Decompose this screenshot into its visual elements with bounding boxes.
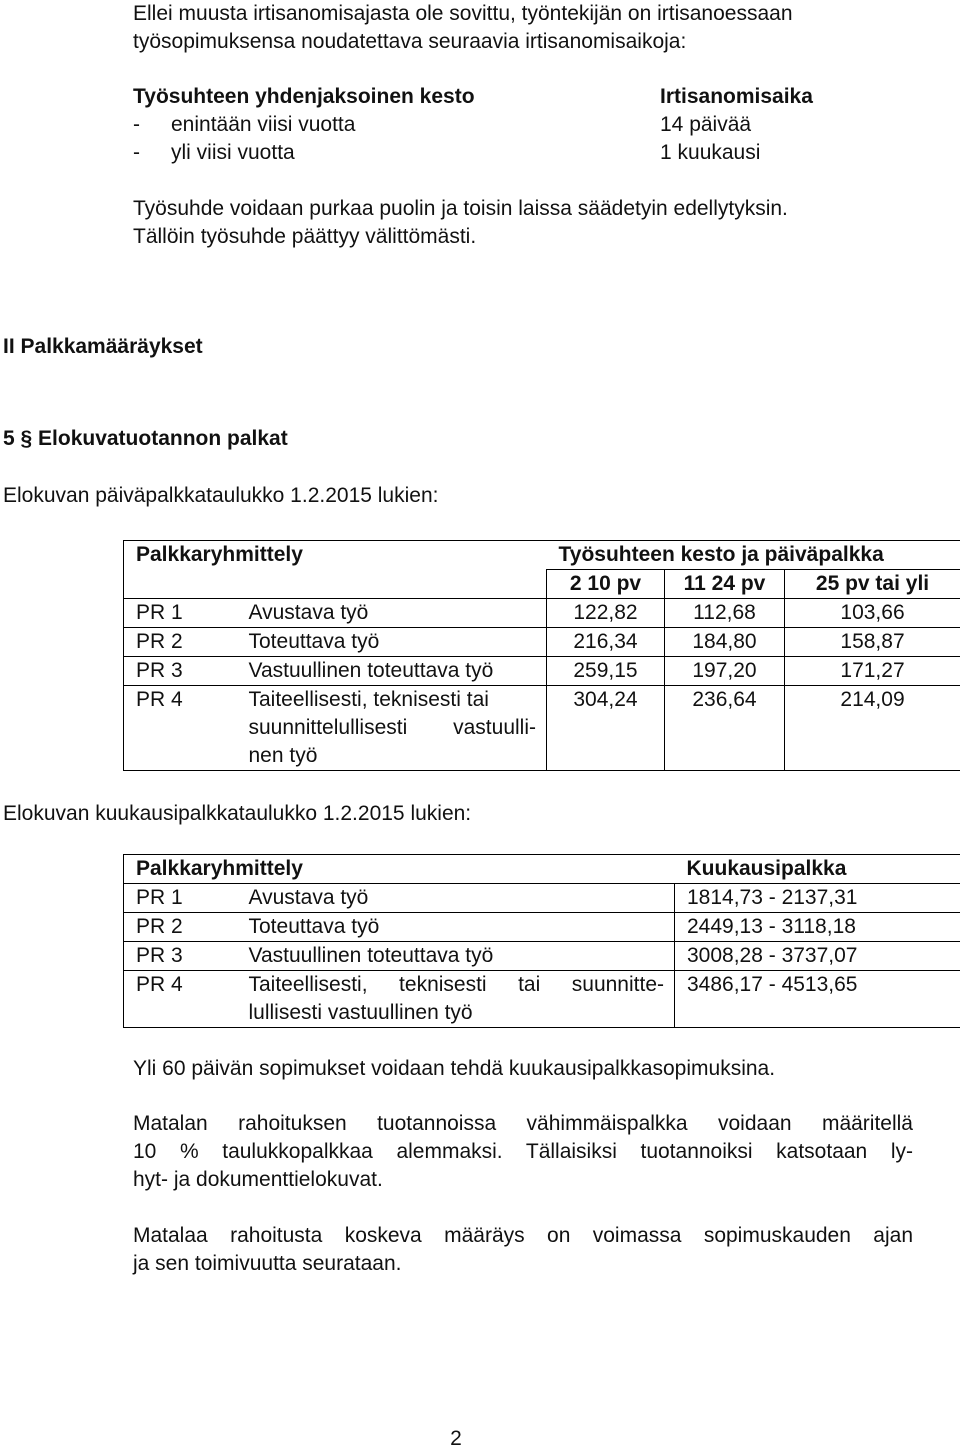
dash-marker: - [133,139,171,167]
header-empty-cell [124,570,547,599]
header-palkkaryhmittely: Palkkaryhmittely [124,541,547,570]
table-row [124,686,960,771]
notice-table-header [133,83,893,111]
page-number: 2 [0,1425,912,1453]
table-row [124,971,960,1028]
header-25-pv: 25 pv tai yli [785,570,960,599]
row-value-2-10: 259,15 [547,657,665,686]
row-description [237,971,675,1028]
low-funding-line-1: Matalan rahoituksen tuotannoissa vähimmäispalkka voidaan määritellä [133,1110,913,1138]
row-description: Toteuttava työ [237,913,675,942]
low-funding-paragraph [133,1110,913,1194]
header-2-10-pv [547,570,665,599]
notice-row-period: 1 kuukausi [660,139,760,167]
intro-paragraph [133,0,933,56]
row-value-11-24: 184,80 [665,628,785,657]
daily-table-caption: Elokuvan päiväpalkkataulukko 1.2.2015 lukien: [3,482,438,510]
notice-row [133,139,893,167]
table-row [124,628,960,657]
row-description: Vastuullinen toteuttava työ [237,942,675,971]
dismissal-paragraph [133,195,933,251]
table-header-row [124,541,960,570]
row-group: PR 3 [124,942,237,971]
table-header-row [124,570,960,599]
daily-salary-table [123,540,960,771]
table-row [124,884,960,913]
row-salary: 1814,73 - 2137,31 [675,884,960,913]
row-description: Avustava työ [237,884,675,913]
notice-row-period: 14 päivää [660,111,751,139]
row-salary: 3486,17 - 4513,65 [675,971,960,1028]
monthly-salary-table [123,854,960,1028]
validity-line-2: ja sen toimivuutta seurataan. [133,1250,913,1278]
notice-row-duration [133,111,355,139]
notice-row-duration [133,139,295,167]
table-row [124,599,960,628]
notice-duration-text: enintään viisi vuotta [171,113,355,136]
row-description: Toteuttava työ [237,628,547,657]
table-header-row [124,855,960,884]
row-description: Vastuullinen toteuttava työ [237,657,547,686]
row-group: PR 1 [124,884,237,913]
row-value-25: 171,27 [785,657,960,686]
row-description-line: nen työ [249,742,537,770]
row-description-line: lullisesti vastuullinen työ [249,999,665,1027]
intro-line-2: työsopimuksensa noudatettava seuraavia irtisanomisaikoja: [133,28,933,56]
monthly-contract-paragraph: Yli 60 päivän sopimukset voidaan tehdä kuukausipalkkasopimuksina. [133,1055,923,1083]
subsection-heading: 5 § Elokuvatuotannon palkat [3,425,288,453]
row-group: PR 3 [124,657,237,686]
notice-header-period: Irtisanomisaika [660,83,813,111]
col-2-10-label: 2 10 pv [570,572,641,595]
row-description-line: suunnittelullisesti vastuulli- [249,714,537,742]
header-palkkaryhmittely: Palkkaryhmittely [124,855,675,884]
header-11-24-pv [665,570,785,599]
low-funding-line-2: 10 % taulukkopalkkaa alemmaksi. Tällaisiksi tuotannoiksi katsotaan ly- [133,1138,913,1166]
row-value-11-24: 112,68 [665,599,785,628]
row-value-25: 103,66 [785,599,960,628]
table-row [124,657,960,686]
row-value-2-10: 216,34 [547,628,665,657]
row-salary: 2449,13 - 3118,18 [675,913,960,942]
row-description-line: Taiteellisesti, teknisesti tai [249,686,537,714]
dismissal-line-2: Tällöin työsuhde päättyy välittömästi. [133,223,933,251]
table-row [124,913,960,942]
row-description [237,686,547,771]
row-value-11-24: 236,64 [665,686,785,771]
dismissal-line-1: Työsuhde voidaan purkaa puolin ja toisin laissa säädetyin edellytyksin. [133,195,933,223]
intro-line-1: Ellei muusta irtisanomisajasta ole sovittu, työntekijän on irtisanoessaan [133,0,933,28]
row-description: Avustava työ [237,599,547,628]
section-heading: II Palkkamääräykset [3,333,203,361]
low-funding-line-3: hyt- ja dokumenttielokuvat. [133,1166,913,1194]
low-funding-validity-paragraph [133,1222,913,1278]
validity-line-1: Matalaa rahoitusta koskeva määräys on voimassa sopimuskauden ajan [133,1222,913,1250]
row-value-11-24: 197,20 [665,657,785,686]
row-value-25: 214,09 [785,686,960,771]
notice-header-duration: Työsuhteen yhdenjaksoinen kesto [133,83,475,111]
row-group: PR 4 [124,971,237,1028]
row-group: PR 1 [124,599,237,628]
row-description-line: Taiteellisesti, teknisesti tai suunnitte- [249,971,665,999]
notice-duration-text: yli viisi vuotta [171,141,295,164]
row-value-25: 158,87 [785,628,960,657]
row-value-2-10: 122,82 [547,599,665,628]
col-11-24-label: 11 24 pv [684,572,766,595]
row-group: PR 4 [124,686,237,771]
header-kesto-paivapalkka: Työsuhteen kesto ja päiväpalkka [547,541,960,570]
header-kuukausipalkka: Kuukausipalkka [675,855,960,884]
monthly-table-caption: Elokuvan kuukausipalkkataulukko 1.2.2015 lukien: [3,800,471,828]
row-salary: 3008,28 - 3737,07 [675,942,960,971]
row-value-2-10: 304,24 [547,686,665,771]
row-group: PR 2 [124,913,237,942]
notice-row [133,111,893,139]
table-row [124,942,960,971]
row-group: PR 2 [124,628,237,657]
dash-marker: - [133,111,171,139]
